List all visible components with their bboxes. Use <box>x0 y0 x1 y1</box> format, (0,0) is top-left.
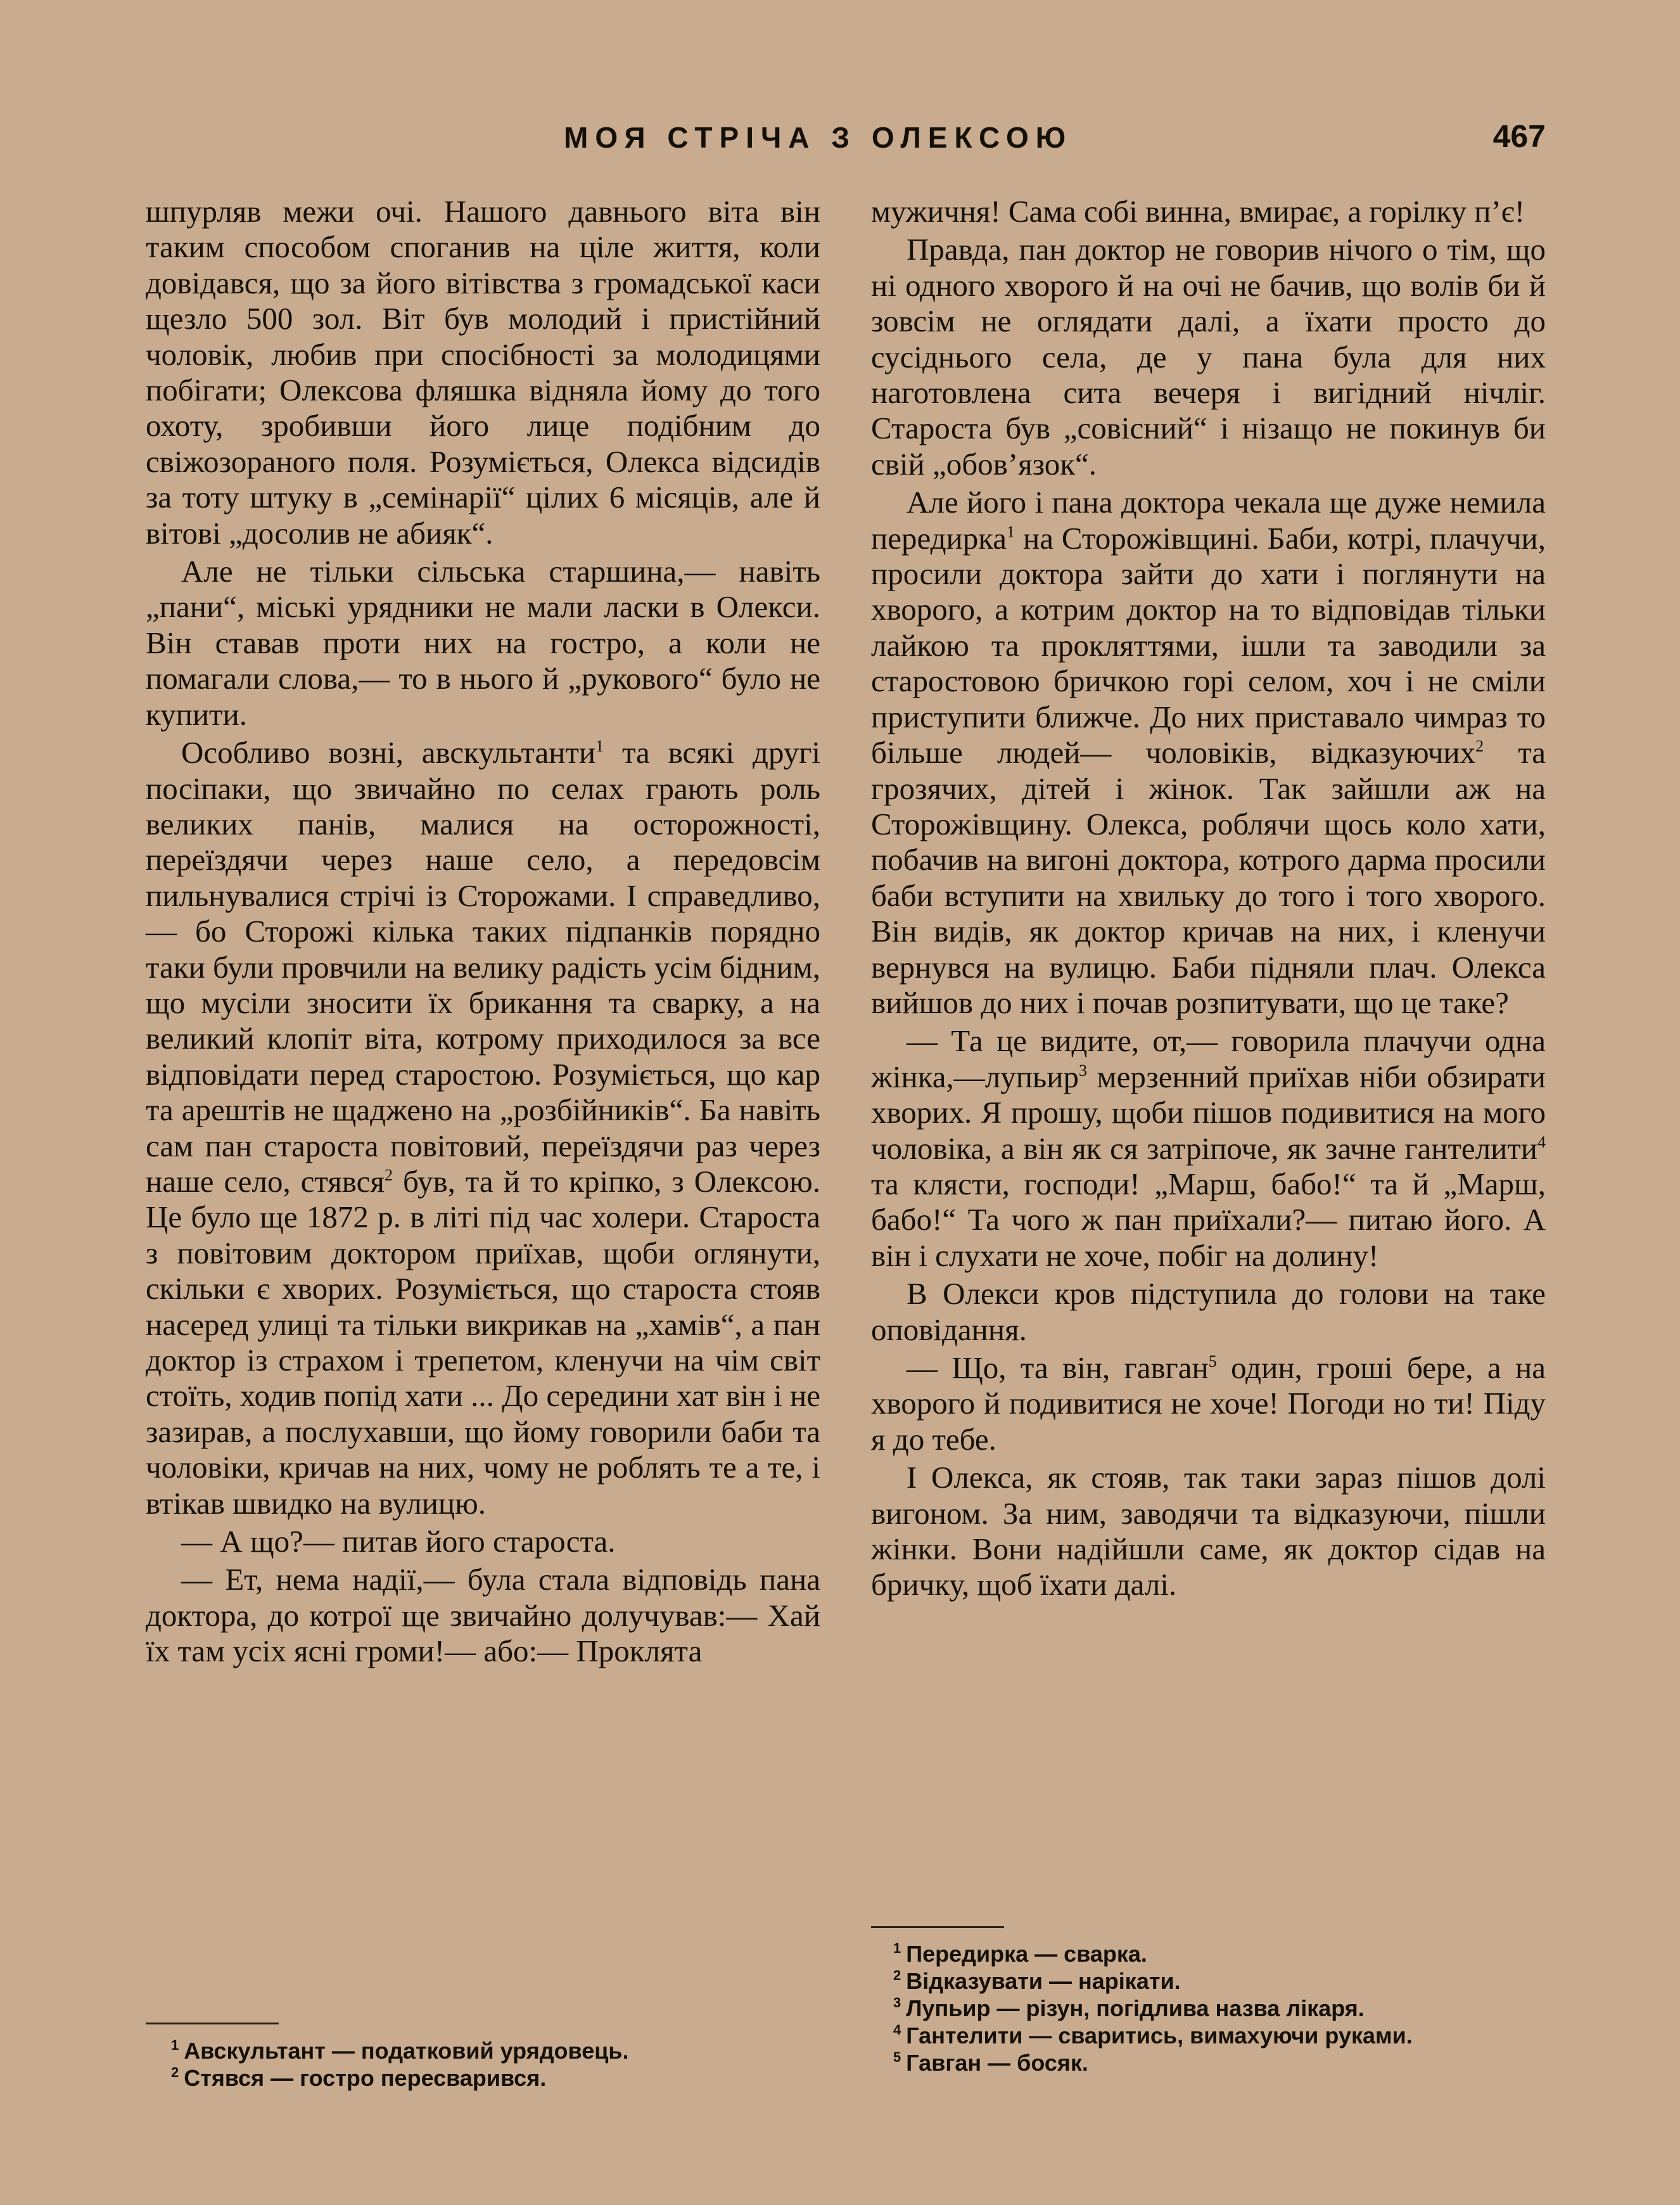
footnote-marker: 5 <box>1208 1352 1217 1371</box>
footnote-number: 4 <box>893 2022 901 2038</box>
paragraph <box>146 735 820 1521</box>
paragraph: Правда, пан доктор не говорив нічого о тім, що ні одного хворого й на очі не бачив, що волів би й зовсім не оглядати далі, а їхати просто до сусіднього села, де у пана була для них наготовлена сита вечеря і вигідний нічліг. Староста був „совісний“ і нізащо не покинув би свій „обов’язок“. <box>871 232 1546 482</box>
footnote-divider <box>871 1926 1004 1928</box>
footnote-marker: 1 <box>595 737 604 756</box>
footnote <box>893 1940 1558 1967</box>
page-number: 467 <box>1492 118 1546 154</box>
footnote-text: Стявся — гостро пересварився. <box>184 2065 547 2091</box>
footnote-text: Гантелити — сваритись, вимахуючи руками. <box>906 2023 1413 2048</box>
footnote-number: 2 <box>893 1967 901 1983</box>
footnote-text: Відказувати — нарікати. <box>906 1968 1181 1994</box>
paragraph-text: був, та й то кріпко, з Олексою. Це було ще 1872 р. в літі під час холери. Староста з повітовим доктором приїхав, щоби оглянути, скільки є хворих. Розуміється, що староста стояв насеред улиці та тільки викрикав на „хамів“, а пан доктор із страхом і трепетом, кленучи на чім світ стоїть, ходив попід хати ... До середини хат він і не зазирав, а послухавши, що йому говорили баби та чоловіки, кричав на них, чому не роблять те а те, і втікав швидко на вулицю. <box>146 1163 820 1521</box>
footnote-text: Гавган — босяк. <box>906 2050 1088 2076</box>
paragraph: мужичня! Сама собі винна, вмирає, а горілку п’є! <box>871 194 1525 229</box>
footnote-number: 3 <box>893 1995 901 2010</box>
paragraph-text: Особливо возні, авскультанти <box>181 735 596 770</box>
footnote <box>893 2049 1558 2076</box>
paragraph: — А що?— питав його староста. <box>181 1524 616 1559</box>
paragraph: І Олекса, як стояв, так таки зараз пішов долі вигоном. За ним, заводячи та відказуючи, пішли жінки. Вони надійшли саме, як доктор сідав на бричку, щоб їхати далі. <box>871 1460 1546 1602</box>
footnote-number: 2 <box>171 2064 179 2080</box>
footnote-divider <box>146 2023 279 2024</box>
footnotes-right <box>893 1940 1558 2076</box>
page-header <box>146 120 1546 165</box>
footnote <box>893 2022 1558 2049</box>
paragraph-text: та грозячих, дітей і жінок. Так зайшли аж на Сторожівщину. Олекса, роблячи щось коло хати, побачив на вигоні доктора, котрого дарма просили баби вступити на хвильку до того і того хворого. Він видів, як доктор кричав на них, і кленучи вернувся на вулицю. Баби підняли плач. Олекса вийшов до них і почав розпитувати, що це таке? <box>871 735 1546 1020</box>
footnote-text: Лупьир — різун, погідлива назва лікаря. <box>906 1995 1365 2021</box>
footnote-marker: 3 <box>1079 1061 1087 1080</box>
paragraph <box>871 1023 1546 1274</box>
footnote <box>893 1967 1558 1995</box>
footnote-number: 5 <box>893 2049 901 2065</box>
paragraph: — Ет, нема надії,— була стала відповідь пана доктора, до котрої ще звичайно долучував:— Хай їх там усіх ясні громи!— або:— Проклята <box>146 1562 820 1669</box>
paragraph-text: один, гроші бере, а на хворого й подивитися не хоче! Погоди но ти! Піду я до тебе. <box>871 1350 1546 1457</box>
footnote <box>893 1995 1558 2022</box>
left-column <box>146 194 820 1670</box>
footnote <box>171 2064 805 2092</box>
footnote-text: Авскультант — податковий урядовець. <box>184 2038 629 2064</box>
footnote-marker: 2 <box>384 1165 393 1184</box>
footnote-marker: 2 <box>1475 737 1484 756</box>
paragraph: В Олекси кров підступила до голови на таке оповідання. <box>871 1276 1546 1347</box>
footnote-number: 1 <box>893 1940 901 1956</box>
paragraph-text: та клясти, господи! „Марш, бабо!“ та й „Марш, бабо!“ Та чого ж пан приїхали?— питаю його. А він і слухати не хоче, побіг на долину! <box>871 1166 1546 1273</box>
right-column <box>871 194 1546 1603</box>
footnote-marker: 1 <box>1007 522 1015 541</box>
running-title: МОЯ СТРІЧА З ОЛЕКСОЮ <box>564 121 1073 154</box>
paragraph-text: та всякі другі посіпаки, що звичайно по селах грають роль великих панів, малися на осторожності, переїздячи через наше село, а передовсім пильнувалися стрічі із Сторожами. І справедливо,— бо Сторожі кілька таких підпанків порядно таки були провчили на велику радість усім бідним, що мусіли зносити їх брикання та сварку, а на великий клопіт віта, котрому приходилося за все відповідати перед старостою. Розуміється, що кар та арештів не щаджено на „розбійників“. Ба навіть сам пан староста повітовий, переїздячи раз через наше село, стявся <box>146 735 821 1199</box>
footnote-marker: 4 <box>1537 1132 1546 1151</box>
footnotes-left <box>171 2037 805 2092</box>
paragraph <box>871 1350 1546 1457</box>
paragraph-text: Але його і пана доктора чекала ще дуже немила передирка <box>871 485 1546 556</box>
footnote <box>171 2037 805 2064</box>
footnote-number: 1 <box>171 2037 179 2053</box>
paragraph <box>871 485 1546 1021</box>
paragraph-text: — Що, та він, гавган <box>907 1350 1209 1385</box>
paragraph-text: мерзенний приїхав ніби обзирати хворих. Я прошу, щоби пішов подивитися на мого чоловіка, а він як ся затріпоче, як зачне гантелити <box>871 1059 1546 1166</box>
paragraph-text: — Та це видите, от,— говорила плачучи одна жінка,—лупьир <box>871 1023 1546 1094</box>
footnote-text: Передирка — сварка. <box>906 1941 1147 1967</box>
paragraph-text: на Сторожівщині. Баби, котрі, плачучи, просили доктора зайти до хати і поглянути на хворого, а котрим доктор на то відповідав тільки лайкою та прокляттями, ішли та заводили за старостовою бричкою горі селом, хоч і не сміли приступити ближче. До них приставало чимраз то більше людей— чоловіків, відказуючих <box>871 520 1546 770</box>
paragraph: Але не тільки сільська старшина,— навіть „пани“, міські урядники не мали ласки в Олекси. Він ставав проти них на гостро, а коли не помагали слова,— то в нього й „рукового“ було не купити. <box>146 554 820 732</box>
paragraph: шпурляв межи очі. Нашого давнього віта він таким способом споганив на ціле життя, коли довідався, що за його вітівства з громадської каси щезло 500 зол. Віт був молодий і пристійний чоловік, любив при спосібності за молодицями побігати; Олексова фляшка відняла йому до того охоту, зробивши його лице подібним до свіжозораного поля. Розуміється, Олекса відсидів за тоту штуку в „семінарії“ цілих 6 місяців, але й вітові „досолив не абияк“. <box>146 194 820 551</box>
